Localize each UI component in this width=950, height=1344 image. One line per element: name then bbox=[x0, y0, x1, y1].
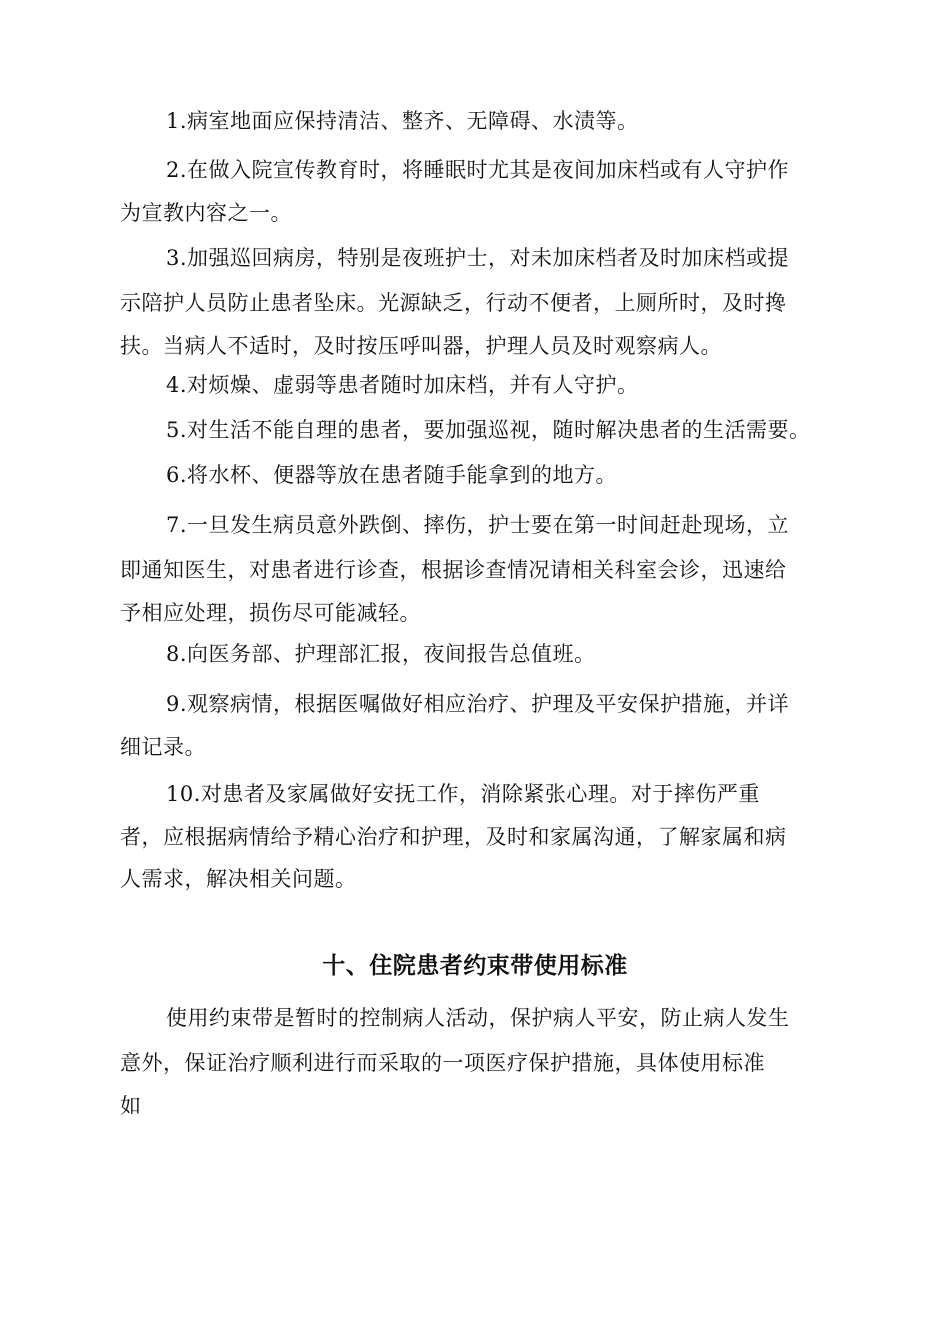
item-7-line-3: 予相应处理，损伤尽可能减轻。 bbox=[120, 601, 421, 625]
item-9-line-2: 细记录。 bbox=[120, 735, 206, 759]
item-8-line-1: 8.向医务部、护理部汇报，夜间报告总值班。 bbox=[166, 642, 596, 666]
section-body-line-1: 使用约束带是暂时的控制病人活动，保护病人平安，防止病人发生 bbox=[166, 1006, 790, 1030]
item-9-line-1: 9.观察病情，根据医嘱做好相应治疗、护理及平安保护措施，并详 bbox=[166, 692, 790, 716]
item-3-line-3: 扶。当病人不适时，及时按压呼叫器，护理人员及时观察病人。 bbox=[120, 334, 722, 358]
item-6-line-1: 6.将水杯、便器等放在患者随手能拿到的地方。 bbox=[166, 463, 618, 487]
item-3-line-2: 示陪护人员防止患者坠床。光源缺乏，行动不便者，上厕所时，及时搀 bbox=[120, 291, 787, 315]
section-body-line-2: 意外，保证治疗顺利进行而采取的一项医疗保护措施，具体使用标准 bbox=[120, 1051, 765, 1075]
item-7-line-2: 即通知医生，对患者进行诊查，根据诊查情况请相关科室会诊，迅速给 bbox=[120, 558, 787, 582]
item-10-line-3: 人需求，解决相关问题。 bbox=[120, 867, 357, 891]
item-10-line-1: 10.对患者及家属做好安抚工作，消除紧张心理。对于摔伤严重 bbox=[166, 782, 760, 806]
section-heading: 十、住院患者约束带使用标准 bbox=[322, 953, 628, 979]
item-7-line-1: 7.一旦发生病员意外跌倒、摔伤，护士要在第一时间赶赴现场，立 bbox=[166, 513, 790, 537]
item-5-line-1: 5.对生活不能自理的患者，要加强巡视，随时解决患者的生活需要。 bbox=[166, 418, 811, 442]
item-10-line-2: 者，应根据病情给予精心治疗和护理，及时和家属沟通，了解家属和病 bbox=[120, 825, 787, 849]
item-3-line-1: 3.加强巡回病房，特别是夜班护士，对未加床档者及时加床档或提 bbox=[166, 246, 790, 270]
item-2-line-1: 2.在做入院宣传教育时，将睡眠时尤其是夜间加床档或有人守护作 bbox=[166, 158, 790, 182]
section-body-line-3: 如 bbox=[120, 1094, 142, 1118]
item-4-line-1: 4.对烦燥、虚弱等患者随时加床档，并有人守护。 bbox=[166, 373, 639, 397]
item-1-line-1: 1.病室地面应保持清洁、整齐、无障碍、水渍等。 bbox=[166, 109, 639, 133]
item-2-line-2: 为宣教内容之一。 bbox=[120, 201, 292, 225]
